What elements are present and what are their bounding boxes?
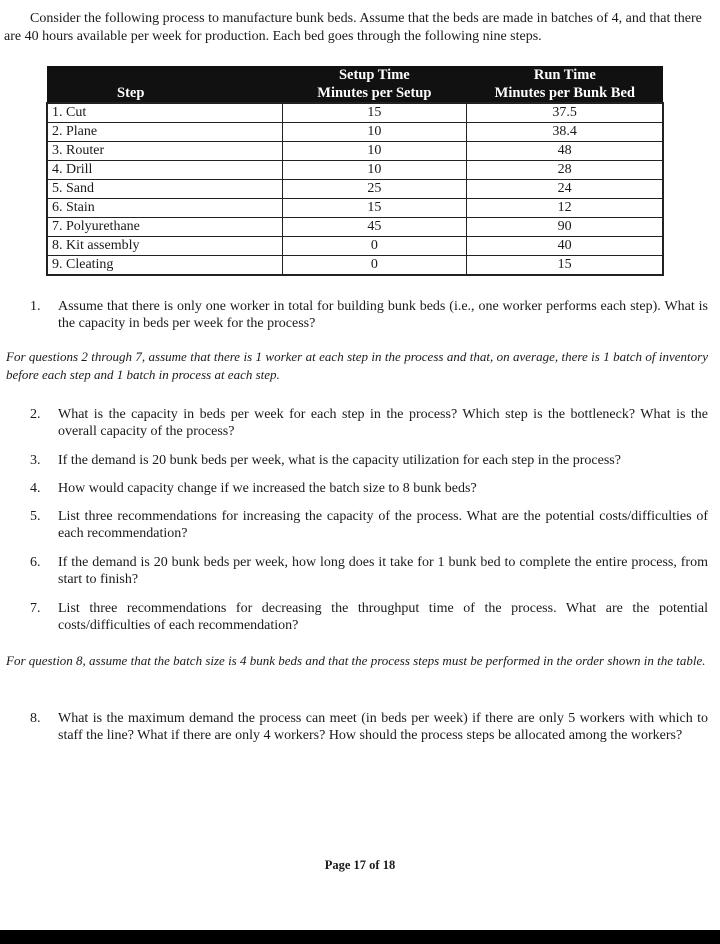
run-cell: 90 bbox=[467, 218, 663, 237]
run-cell: 38.4 bbox=[467, 123, 663, 142]
note-questions-2-7: For questions 2 through 7, assume that there is 1 worker at each step in the process and that, on average, there is 1 batch of inventory before each step and 1 batch in process at each step. bbox=[6, 349, 708, 382]
header-run-line2: Minutes per Bunk Bed bbox=[494, 85, 635, 101]
setup-cell: 10 bbox=[282, 161, 467, 180]
step-cell: 8. Kit assembly bbox=[47, 237, 282, 256]
setup-cell: 25 bbox=[282, 180, 467, 199]
table-row bbox=[47, 161, 663, 180]
step-cell: 3. Router bbox=[47, 142, 282, 161]
intro-paragraph: Consider the following process to manufacture bunk beds. Assume that the beds are made in batches of 4, and that there are 40 hours available per week for production. Each bed goes through the following nine steps. bbox=[4, 11, 702, 44]
question-7 bbox=[30, 600, 708, 634]
table-row bbox=[47, 123, 663, 142]
question-number: 3. bbox=[30, 453, 41, 468]
process-steps-table bbox=[46, 66, 664, 276]
question-text: List three recommendations for increasing the capacity of the process. What are the potential costs/difficulties of each recommendation? bbox=[58, 509, 708, 541]
question-number: 8. bbox=[30, 711, 41, 726]
question-3 bbox=[30, 452, 708, 469]
question-8 bbox=[30, 710, 708, 744]
step-cell: 7. Polyurethane bbox=[47, 218, 282, 237]
setup-cell: 0 bbox=[282, 256, 467, 276]
setup-cell: 0 bbox=[282, 237, 467, 256]
question-5 bbox=[30, 508, 708, 542]
question-number: 6. bbox=[30, 555, 41, 570]
question-text: If the demand is 20 bunk beds per week, how long does it take for 1 bunk bed to complete the entire process, from start to finish? bbox=[58, 555, 708, 587]
page-number: Page 17 of 18 bbox=[324, 858, 396, 872]
run-cell: 48 bbox=[467, 142, 663, 161]
question-text: What is the maximum demand the process can meet (in beds per week) if there are only 5 workers with which to staff the line? What if there are only 4 workers? How should the process steps be allocated among the workers? bbox=[58, 711, 708, 743]
note-question-8: For question 8, assume that the batch size is 4 bunk beds and that the process steps must be performed in the order shown in the table. bbox=[6, 653, 706, 668]
question-number: 5. bbox=[30, 509, 41, 524]
setup-cell: 10 bbox=[282, 142, 467, 161]
step-cell: 1. Cut bbox=[47, 103, 282, 123]
question-text: How would capacity change if we increased the batch size to 8 bunk beds? bbox=[58, 481, 477, 496]
table-row bbox=[47, 199, 663, 218]
question-1 bbox=[30, 298, 708, 332]
run-cell: 15 bbox=[467, 256, 663, 276]
question-text: What is the capacity in beds per week for each step in the process? Which step is the bottleneck? What is the overall capacity of the process? bbox=[58, 407, 708, 439]
run-cell: 40 bbox=[467, 237, 663, 256]
header-run-time bbox=[467, 66, 663, 103]
question-text: List three recommendations for decreasing the throughput time of the process. What are the potential costs/difficulties of each recommendation? bbox=[58, 601, 708, 633]
table-header-row bbox=[47, 66, 663, 103]
question-4 bbox=[30, 480, 708, 497]
question-6 bbox=[30, 554, 708, 588]
step-cell: 9. Cleating bbox=[47, 256, 282, 276]
table-row bbox=[47, 103, 663, 123]
question-text: Assume that there is only one worker in total for building bunk beds (i.e., one worker performs each step). What is the capacity in beds per week for the process? bbox=[58, 299, 708, 331]
question-number: 7. bbox=[30, 601, 41, 616]
question-number: 1. bbox=[30, 299, 41, 314]
setup-cell: 45 bbox=[282, 218, 467, 237]
run-cell: 24 bbox=[467, 180, 663, 199]
table-row bbox=[47, 180, 663, 199]
step-cell: 4. Drill bbox=[47, 161, 282, 180]
step-cell: 2. Plane bbox=[47, 123, 282, 142]
header-step-label: Step bbox=[117, 85, 145, 101]
table-row bbox=[47, 218, 663, 237]
setup-cell: 10 bbox=[282, 123, 467, 142]
question-text: If the demand is 20 bunk beds per week, what is the capacity utilization for each step in the process? bbox=[58, 453, 621, 468]
question-number: 4. bbox=[30, 481, 41, 496]
bottom-black-bar bbox=[0, 930, 720, 944]
header-setup-line1: Setup Time bbox=[338, 67, 410, 83]
question-2 bbox=[30, 406, 708, 440]
table-row bbox=[47, 237, 663, 256]
step-cell: 6. Stain bbox=[47, 199, 282, 218]
header-setup-time bbox=[282, 66, 467, 103]
header-step bbox=[47, 66, 282, 103]
setup-cell: 15 bbox=[282, 103, 467, 123]
question-number: 2. bbox=[30, 407, 41, 422]
step-cell: 5. Sand bbox=[47, 180, 282, 199]
run-cell: 28 bbox=[467, 161, 663, 180]
run-cell: 37.5 bbox=[467, 103, 663, 123]
setup-cell: 15 bbox=[282, 199, 467, 218]
table-row bbox=[47, 256, 663, 276]
header-run-line1: Run Time bbox=[533, 67, 596, 83]
run-cell: 12 bbox=[467, 199, 663, 218]
table-row bbox=[47, 142, 663, 161]
header-setup-line2: Minutes per Setup bbox=[317, 85, 432, 101]
